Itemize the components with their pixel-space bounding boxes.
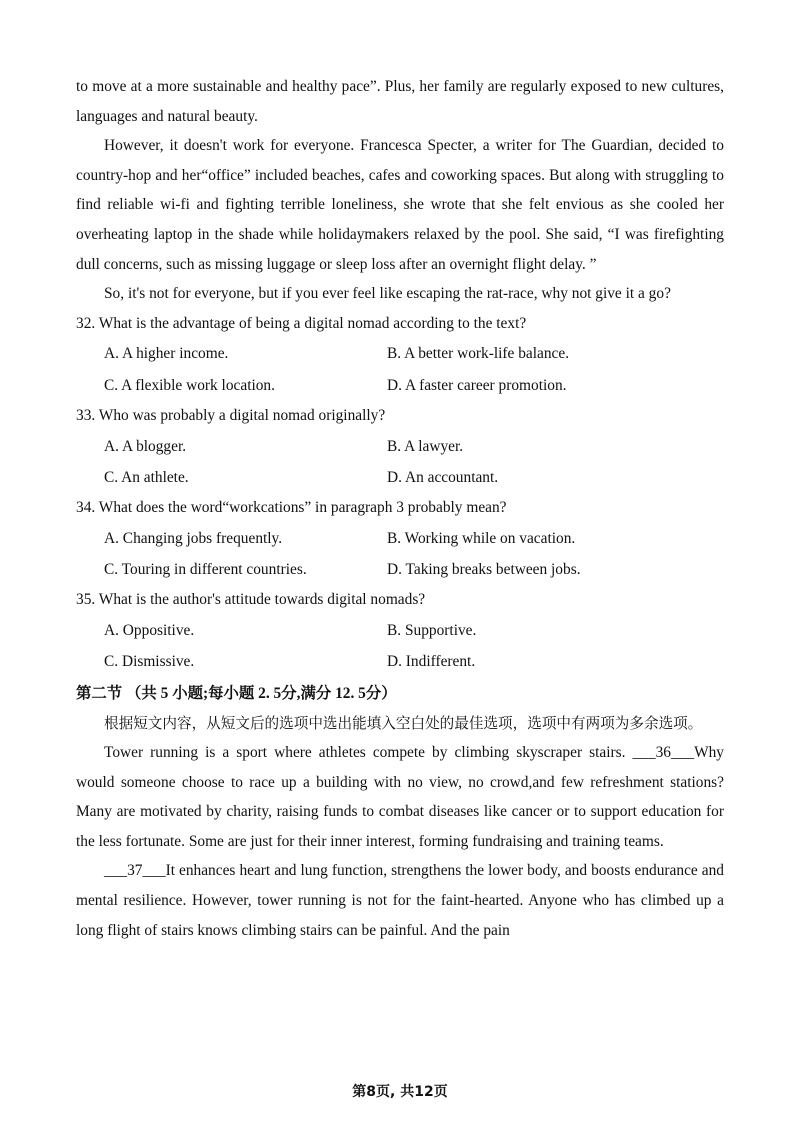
question-34-options [76, 523, 724, 586]
section-heading: 第二节 （共 5 小题;每小题 2. 5分,满分 12. 5分） [76, 684, 397, 702]
option-d: D. Indifferent. [387, 653, 476, 671]
option-b: B. Working while on vacation. [387, 529, 576, 547]
passage-paragraph: ___37___It enhances heart and lung function, strengthens the lower body, and boosts endurance and mental resilience. However, tower running is not for the faint-hearted. Anyone who has climbed up a long flight of stairs knows climbing stairs can be painful. And the pain [76, 862, 724, 939]
option-d: D. Taking breaks between jobs. [387, 561, 581, 579]
question-35-stem: 35. What is the author's attitude towards digital nomads? [76, 591, 426, 609]
question-35-options [76, 615, 724, 678]
option-c: C. A flexible work location. [104, 376, 275, 394]
question-32-stem: 32. What is the advantage of being a digital nomad according to the text? [76, 314, 527, 332]
passage-paragraph: Tower running is a sport where athletes compete by climbing skyscraper stairs. ___36___Why would someone choose to race up a building with no view, no crowd,and few refreshment stations? Many are motivated by charity, raising funds to combat diseases like cancer or to support education for the less fortunate. Some are just for their inner interest, forming fundraising and training teams. [76, 744, 724, 850]
question-34-stem: 34. What does the word“workcations” in paragraph 3 probably mean? [76, 499, 507, 517]
option-d: D. An accountant. [387, 468, 499, 486]
option-b: B. Supportive. [387, 621, 477, 639]
option-b: B. A better work-life balance. [387, 345, 570, 363]
passage-paragraph: to move at a more sustainable and healthy pace”. Plus, her family are regularly exposed to new cultures, languages and natural beauty. [76, 78, 724, 125]
option-a: A. Changing jobs frequently. [104, 529, 283, 547]
passage-paragraph: However, it doesn't work for everyone. Francesca Specter, a writer for The Guardian, decided to country-hop and her“office” included beaches, cafes and coworking spaces. But along with struggling to find reliable wi-fi and fighting terrible loneliness, she wrote that she felt envious as she cooled her overheating laptop in the shade while holidaymakers relaxed by the pool. She said, “I was firefighting dull concerns, such as missing luggage or sleep loss after an overnight flight delay. ” [76, 137, 724, 273]
question-32-options [76, 338, 724, 401]
option-a: A. A higher income. [104, 345, 229, 363]
option-a: A. A blogger. [104, 437, 187, 455]
question-33-stem: 33. Who was probably a digital nomad originally? [76, 406, 386, 424]
question-33-options [76, 431, 724, 494]
option-b: B. A lawyer. [387, 437, 464, 455]
page-number: 第8页, 共12页 [352, 1084, 448, 1100]
option-d: D. A faster career promotion. [387, 376, 567, 394]
option-c: C. An athlete. [104, 468, 189, 486]
option-a: A. Oppositive. [104, 621, 195, 639]
option-c: C. Touring in different countries. [104, 561, 307, 579]
section-instruction: 根据短文内容，从短文后的选项中选出能填入空白处的最佳选项，选项中有两项为多余选项。 [104, 714, 703, 732]
exam-page [76, 72, 724, 945]
option-c: C. Dismissive. [104, 653, 195, 671]
passage-paragraph: So, it's not for everyone, but if you ever feel like escaping the rat-race, why not give it a go? [104, 285, 671, 303]
